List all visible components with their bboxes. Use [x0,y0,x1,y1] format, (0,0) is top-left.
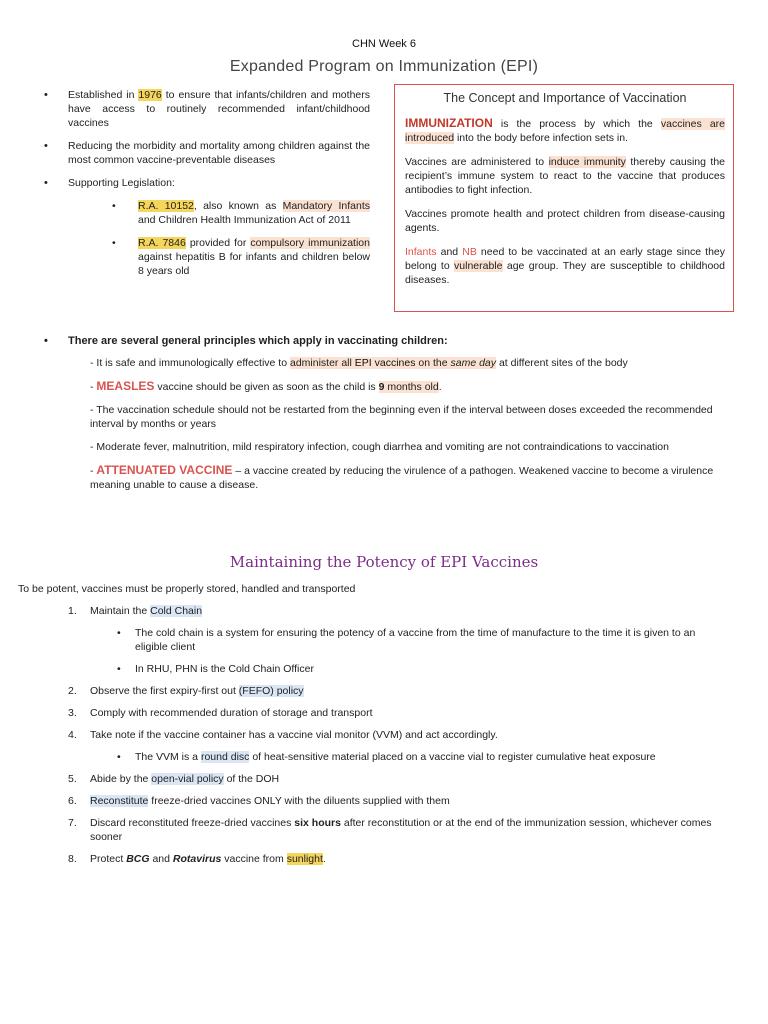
left-column [40,88,370,287]
numbered-item: 6. Reconstitute freeze-dried vaccines ONLY with the diluents supplied with them [68,795,450,807]
principle-line: - It is safe and immunologically effective to administer all EPI vaccines on the same day at different sites of the body [90,357,628,369]
list-item: • Established in 1976 to ensure that infants/children and mothers have access to routinely recommended infant/childhood vaccines [40,88,370,130]
page-header: CHN Week 6 [352,38,416,50]
numbered-item: 1. Maintain the Cold Chain [68,605,203,617]
box-paragraph: Vaccines promote health and protect children from disease-causing agents. [405,208,725,234]
principle-line: - MEASLES vaccine should be given as soon as the child is 9 months old. [90,379,442,393]
numbered-item: 8. Protect BCG and Rotavirus vaccine from sunlight. [68,853,326,865]
section-title: Maintaining the Potency of EPI Vaccines [229,553,539,571]
sub-list-item: • R.A. 10152, also known as Mandatory Infants and Children Health Immunization Act of 2011 [108,199,370,227]
box-paragraph: IMMUNIZATION is the process by which the vaccines are introduced into the body before infection sets in. [405,116,725,144]
numbered-item: 5. Abide by the open-vial policy of the DOH [68,773,280,785]
numbered-item: 4. Take note if the vaccine container has a vaccine vial monitor (VVM) and act accordingly. [68,729,498,741]
sub-list-item: • R.A. 7846 provided for compulsory immunization against hepatitis B for infants and children below 8 years old [108,236,370,278]
potency-section [18,582,728,874]
principles-section [40,334,730,501]
principle-line: - The vaccination schedule should not be restarted from the beginning even if the interval between doses exceeded the recommended interval by months or years [90,404,713,430]
box-title: The Concept and Importance of Vaccination [443,91,687,105]
list-item: • Supporting Legislation: [40,176,370,190]
numbered-item: 3. Comply with recommended duration of storage and transport [68,707,373,719]
principle-line: - Moderate fever, malnutrition, mild respiratory infection, cough diarrhea and vomiting are not contraindications to vaccination [90,441,669,453]
list-item: • Reducing the morbidity and mortality among children against the most common vaccine-preventable diseases [40,139,370,167]
numbered-item: 7. Discard reconstituted freeze-dried vaccines six hours after reconstitution or at the end of the immunization session, whichever comes sooner [68,817,712,843]
page-title: Expanded Program on Immunization (EPI) [229,58,539,75]
principles-heading: • There are several general principles which apply in vaccinating children: [40,334,730,348]
principle-line: - ATTENUATED VACCINE – a vaccine created by reducing the virulence of a pathogen. Weakened vaccine to become a virulence meaning unable to cause a disease. [90,463,714,491]
concept-box [394,84,734,312]
box-paragraph: Vaccines are administered to induce immunity thereby causing the recipient’s immune system to react to the vaccine that produces antibodies to fight infection. [405,156,726,196]
sub-list-item: • In RHU, PHN is the Cold Chain Officer [18,662,728,676]
box-paragraph: Infants and NB need to be vaccinated at an early stage since they belong to vulnerable age group. They are susceptible to childhood diseases. [405,246,726,286]
highlight: 1976 [138,89,162,101]
section-intro: To be potent, vaccines must be properly stored, handled and transported [18,583,356,595]
sub-list-item: • The VVM is a round disc of heat-sensitive material placed on a vaccine vial to register cumulative heat exposure [18,750,728,764]
sub-list-item: • The cold chain is a system for ensuring the potency of a vaccine from the time of manufacture to the time it is given to an eligible client [18,626,728,654]
numbered-item: 2. Observe the first expiry-first out (FEFO) policy [68,685,304,697]
